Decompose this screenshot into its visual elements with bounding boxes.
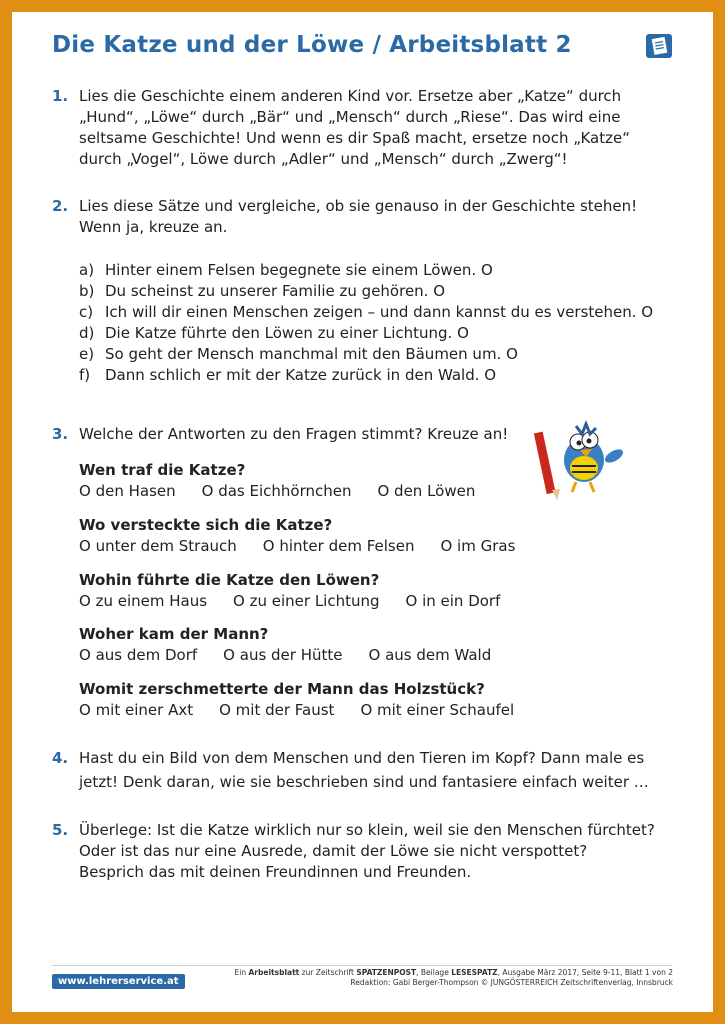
question-title: Wohin führte die Katze den Löwen? [79,571,380,589]
statement-letter: e) [79,345,95,363]
statement-letter: c) [79,303,94,321]
statement-letter: d) [79,324,95,342]
answer-option[interactable]: O im Gras [440,537,516,555]
credit-text: LESESPATZ [451,968,498,977]
worksheet-icon [646,34,672,58]
bird-with-pencil-mascot [532,412,632,502]
statement-text: Ich will dir einen Menschen zeigen – und dann kannst du es verstehen. O [105,303,654,321]
question-title: Wo versteckte sich die Katze? [79,516,333,534]
statement-f[interactable] [79,365,496,386]
answer-option[interactable]: O aus dem Wald [368,646,492,664]
task-text [79,86,659,170]
answer-option[interactable]: O zu einer Lichtung [233,592,380,610]
credit-text: zur Zeitschrift [299,968,357,977]
task-number: 3. [52,425,69,443]
answer-option[interactable]: O in ein Dorf [405,592,501,610]
answer-option[interactable]: O hinter dem Felsen [262,537,415,555]
statement-text: Dann schlich er mit der Katze zurück in den Wald. O [105,366,497,384]
statement-a[interactable] [79,260,493,281]
credit-text: , Beilage [416,968,452,977]
statement-text: So geht der Mensch manchmal mit den Bäumen um. O [105,345,518,363]
credit-text: Redaktion: Gabi Berger-Thompson © JUNGÖSTERREICH Zeitschriftenverlag, Innsbruck [350,978,673,987]
website-badge[interactable]: www.lehrerservice.at [52,974,185,989]
statement-d[interactable] [79,323,469,344]
task-number: 4. [52,749,69,767]
question-title: Womit zerschmetterte der Mann das Holzstück? [79,680,485,698]
answer-option[interactable]: O mit einer Axt [79,701,194,719]
answer-option[interactable]: O mit einer Schaufel [360,701,515,719]
task-line: Überlege: Ist die Katze wirklich nur so klein, weil sie den Menschen fürchtet? [79,821,655,839]
task-text [79,820,659,883]
task-line: Wenn ja, kreuze an. [79,218,228,236]
answer-option[interactable]: O zu einem Haus [79,592,208,610]
task-line: jetzt! Denk daran, wie sie beschrieben sind und fantasiere einfach weiter … [79,773,649,791]
answer-option[interactable]: O mit der Faust [219,701,335,719]
task-line: seltsame Geschichte! Und wenn es dir Spaß macht, ersetze noch „Katze“ [79,129,631,147]
task-number: 1. [52,87,69,105]
task-number: 5. [52,821,69,839]
statement-e[interactable] [79,344,518,365]
answer-option[interactable]: O aus dem Dorf [79,646,198,664]
statement-letter: f) [79,366,91,384]
question-5 [79,679,540,721]
statement-text: Hinter einem Felsen begegnete sie einem Löwen. O [105,261,493,279]
credit-text: SPATZENPOST [356,968,417,977]
answer-option[interactable]: O den Löwen [377,482,476,500]
task-line: Lies diese Sätze und vergleiche, ob sie genauso in der Geschichte stehen! [79,197,638,215]
statement-c[interactable] [79,302,653,323]
credit-text: , Ausgabe März 2017, Seite 9-11, Blatt 1 von 2 [497,968,673,977]
task-line: Oder ist das nur eine Ausrede, damit der Löwe sie nicht verspottet? [79,842,588,860]
worksheet-page [12,12,713,1012]
task-line: Besprich das mit deinen Freundinnen und Freunden. [79,863,472,881]
credit-text: Ein [234,968,249,977]
question-2 [79,515,541,557]
answer-option[interactable]: O das Eichhörnchen [201,482,352,500]
statement-letter: a) [79,261,95,279]
footer-credit [235,968,673,988]
task-line: Hast du ein Bild von dem Menschen und den Tieren im Kopf? Dann male es [79,749,645,767]
task-line: durch „Vogel“, Löwe durch „Adler“ und „Mensch“ durch „Zwerg“! [79,150,568,168]
credit-text: Arbeitsblatt [248,968,300,977]
task-line: „Hund“, „Löwe“ durch „Bär“ und „Mensch“ durch „Riese“. Das wird eine [79,108,621,126]
answer-option[interactable]: O unter dem Strauch [79,537,237,555]
page-title: Die Katze und der Löwe / Arbeitsblatt 2 [52,32,572,58]
footer-divider [52,965,672,966]
task-number: 2. [52,197,69,215]
question-4 [79,624,517,666]
question-title: Wen traf die Katze? [79,461,246,479]
question-3 [79,570,526,612]
task-text [79,196,659,238]
statement-text: Du scheinst zu unserer Familie zu gehören. O [105,282,446,300]
answer-option[interactable]: O den Hasen [79,482,176,500]
question-title: Woher kam der Mann? [79,625,269,643]
task-text [79,746,659,794]
statement-text: Die Katze führte den Löwen zu einer Lichtung. O [105,324,469,342]
answer-option[interactable]: O aus der Hütte [223,646,343,664]
statement-letter: b) [79,282,95,300]
task-line: Lies die Geschichte einem anderen Kind vor. Ersetze aber „Katze“ durch [79,87,622,105]
task-line: Welche der Antworten zu den Fragen stimmt? Kreuze an! [79,425,509,443]
statement-b[interactable] [79,281,445,302]
question-1 [79,460,501,502]
